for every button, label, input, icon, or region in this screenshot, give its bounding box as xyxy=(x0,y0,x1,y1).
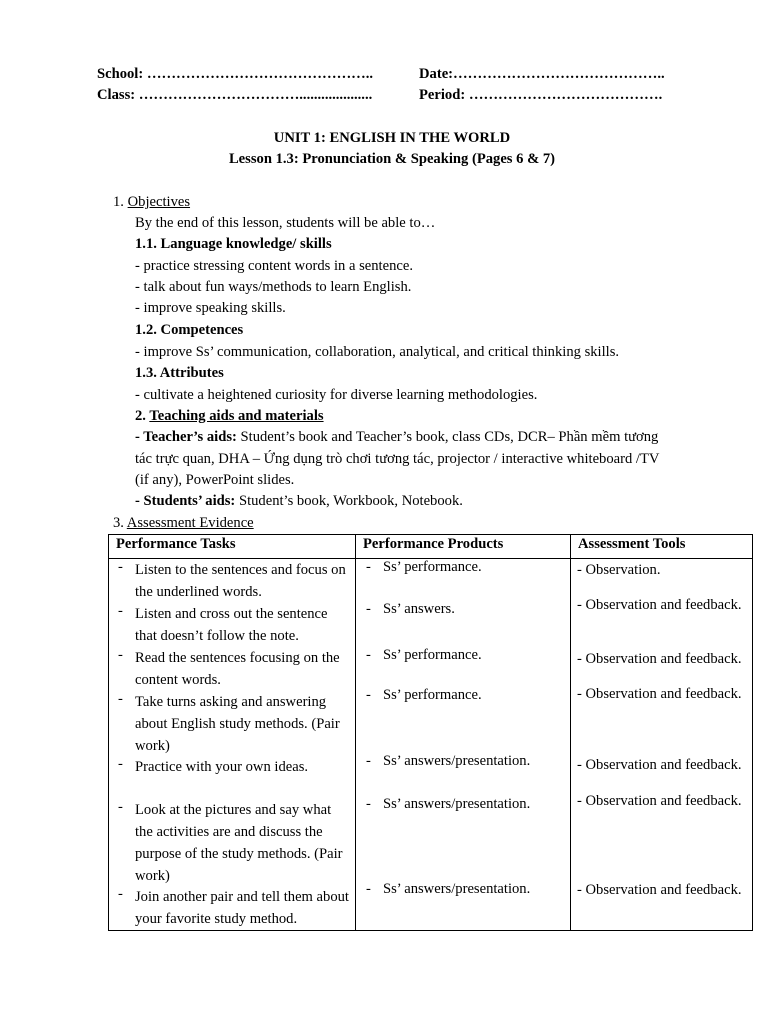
products-cell xyxy=(356,559,571,931)
assessment-table xyxy=(108,534,753,931)
tool-item: - Observation and feedback. xyxy=(577,757,742,773)
sub-heading-attributes: 1.3. Attributes xyxy=(135,365,224,381)
objectives-number: 1. xyxy=(113,194,124,210)
tools-cell xyxy=(571,559,753,931)
tool-item: - Observation and feedback. xyxy=(577,686,742,702)
objective-item: - practice stressing content words in a sentence. xyxy=(135,258,413,274)
objective-item: - improve speaking skills. xyxy=(135,300,286,316)
product-item: - Ss’ performance. xyxy=(366,687,482,703)
product-item: - Ss’ answers/presentation. xyxy=(366,796,531,812)
students-aids-label: - Students’ aids: xyxy=(135,493,236,509)
sub-heading-language: 1.1. Language knowledge/ skills xyxy=(135,236,332,252)
column-header: Performance Tasks xyxy=(109,535,356,559)
assessment-heading-text: Assessment Evidence xyxy=(126,515,254,531)
teaching-number: 2. xyxy=(135,408,146,424)
school-field: School: ……………………………………….. xyxy=(97,66,374,82)
product-item: - Ss’ performance. xyxy=(366,559,482,575)
tool-item: - Observation. xyxy=(577,562,661,578)
table-row xyxy=(109,559,753,931)
objectives-heading xyxy=(113,194,190,211)
assessment-heading xyxy=(113,515,254,532)
teacher-aids xyxy=(135,429,658,446)
teacher-aids-cont: (if any), PowerPoint slides. xyxy=(135,472,295,488)
product-item: - Ss’ answers/presentation. xyxy=(366,881,531,897)
product-item: - Ss’ answers/presentation. xyxy=(366,753,531,769)
students-aids xyxy=(135,493,463,510)
column-header: Assessment Tools xyxy=(571,535,753,559)
product-item: - Ss’ answers. xyxy=(366,601,455,617)
tool-item: - Observation and feedback. xyxy=(577,597,742,613)
tool-item: - Observation and feedback. xyxy=(577,793,742,809)
period-field: Period: …………………………………. xyxy=(419,87,663,103)
sub-heading-competences: 1.2. Competences xyxy=(135,322,244,338)
assessment-number: 3. xyxy=(113,515,124,531)
teacher-aids-cont: tác trực quan, DHA – Ứng dụng trò chơi tương tác, projector / interactive whiteboard /TV xyxy=(135,451,660,467)
table-header-row xyxy=(109,535,753,559)
objective-item: - improve Ss’ communication, collaboration, analytical, and critical thinking skills. xyxy=(135,344,620,360)
objective-item: - cultivate a heightened curiosity for diverse learning methodologies. xyxy=(135,387,538,403)
tasks-cell: - Listen to the sentences and focus on the underlined words. - Listen and cross out the sentence that doesn’t follow the note. - Read the sentences focusing on the content words. - Take turns asking and answering about English study methods. (Pair work) - Practice with your own ideas. - Look at the pictures and say what the activities are and discuss the purpose of the study methods. (Pair work) - Join another pair and tell them about your favorite study method. xyxy=(109,559,356,931)
product-item: - Ss’ performance. xyxy=(366,647,482,663)
teacher-aids-text: Student’s book and Teacher’s book, class CDs, DCR– Phần mềm tương xyxy=(240,429,659,445)
teaching-heading-text: Teaching aids and materials xyxy=(149,408,324,424)
tool-item: - Observation and feedback. xyxy=(577,882,742,898)
objectives-intro: By the end of this lesson, students will be able to… xyxy=(135,215,436,231)
column-header: Performance Products xyxy=(356,535,571,559)
lesson-title: Lesson 1.3: Pronunciation & Speaking (Pages 6 & 7) xyxy=(228,151,556,167)
tool-item: - Observation and feedback. xyxy=(577,651,742,667)
objective-item: - talk about fun ways/methods to learn English. xyxy=(135,279,412,295)
class-field: Class: …………………………….................... xyxy=(97,87,373,103)
unit-title: UNIT 1: ENGLISH IN THE WORLD xyxy=(273,130,511,146)
date-field: Date:…………………………………….. xyxy=(419,66,665,82)
students-aids-text: Student’s book, Workbook, Notebook. xyxy=(238,493,463,509)
teacher-aids-label: - Teacher’s aids: xyxy=(135,429,237,445)
teaching-heading xyxy=(135,408,324,425)
objectives-heading-text: Objectives xyxy=(127,194,191,210)
